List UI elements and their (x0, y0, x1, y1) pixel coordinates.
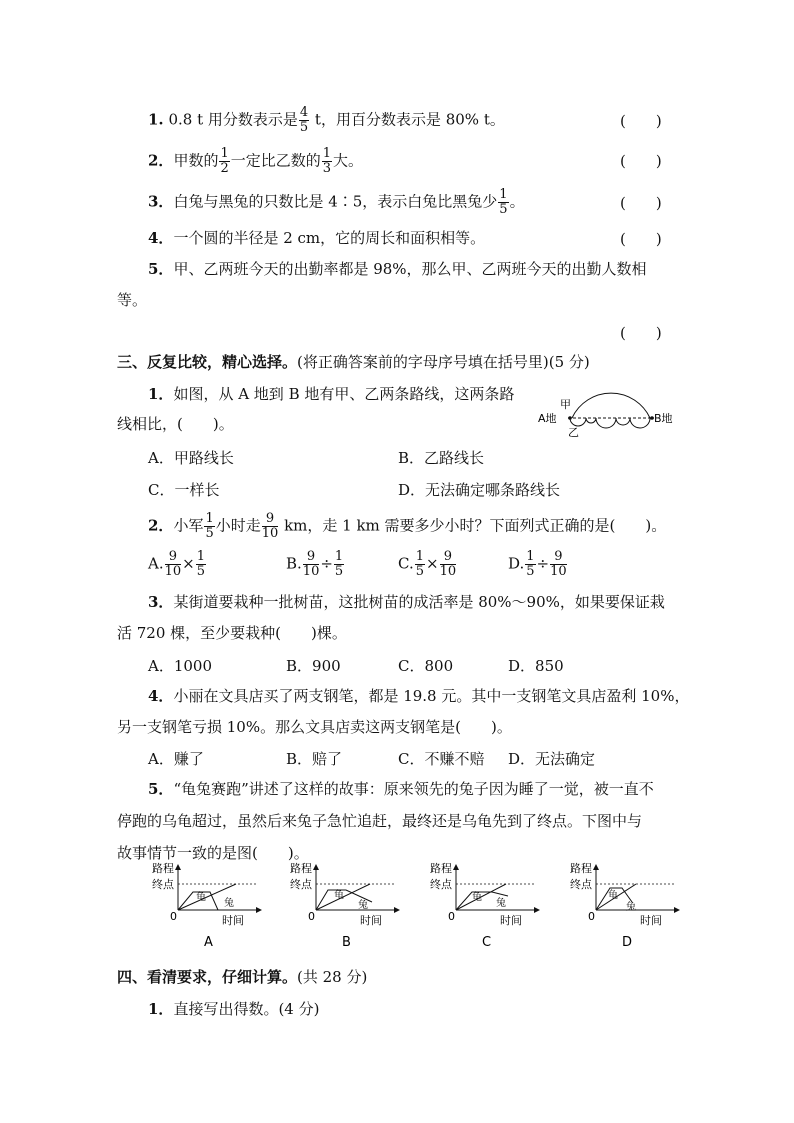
option-b[interactable]: B. $\frac{9}{10}$ ÷ $\frac{1}{5}$ (286, 549, 344, 579)
graph-a[interactable] (148, 862, 268, 956)
yi-label: 乙 (568, 426, 579, 439)
graph-letter: A (204, 935, 213, 950)
finish-label: 终点 (570, 878, 592, 891)
option-d[interactable]: D. $\frac{1}{5}$ ÷ $\frac{9}{10}$ (508, 549, 567, 579)
route-figure (536, 370, 686, 440)
y-arrow (453, 864, 459, 870)
judge-q1 (148, 106, 505, 135)
judge-q2 (148, 147, 363, 176)
graph-c[interactable] (426, 862, 546, 956)
graph-b-svg (286, 862, 406, 952)
y-arrow (593, 864, 599, 870)
answer-paren[interactable]: ( ) (620, 112, 662, 130)
option-b[interactable]: B．乙路线长 (398, 449, 485, 467)
question-text: 甲、乙两班今天的出勤率都是 98%，那么甲、乙两班今天的出勤人数相 (173, 260, 647, 278)
rabbit-label: 兔 (358, 900, 368, 911)
option-c[interactable]: C．800 (398, 657, 454, 675)
origin-label: 0 (170, 910, 177, 923)
question-number: 3． (148, 593, 174, 611)
mc-q3: 3．某街道要栽种一批树苗，这批树苗的成活率是 80%～90%，如果要保证栽 (148, 593, 665, 611)
mc-q5: 5．“龟兔赛跑”讲述了这样的故事：原来领先的兔子因为睡了一觉，被一直不 (148, 780, 654, 798)
fraction: $\frac{1}{5}$ (205, 511, 214, 541)
question-number: 1． (148, 385, 174, 403)
x-arrow (256, 907, 262, 913)
rabbit-label: 兔 (224, 898, 234, 909)
graph-b[interactable] (286, 862, 406, 956)
x-axis-label: 时间 (640, 914, 662, 927)
jia-label: 甲 (560, 398, 571, 411)
mc-q5-cont: 故事情节一致的是图( )。 (117, 844, 309, 862)
x-axis-label: 时间 (360, 914, 382, 927)
question-number: 1． (148, 1000, 174, 1018)
fraction: $\frac{9}{10}$ (261, 511, 279, 541)
x-arrow (674, 907, 680, 913)
answer-paren[interactable]: ( ) (620, 324, 662, 342)
a-label: A地 (538, 412, 557, 425)
fraction: $\frac{4}{5}$ (299, 105, 309, 135)
graph-a-svg (148, 862, 268, 952)
graph-letter: B (342, 935, 351, 950)
turtle-label: 龟 (334, 890, 344, 901)
rabbit-label: 兔 (626, 902, 636, 913)
question-number: 2． (148, 516, 174, 535)
question-number: 4． (148, 687, 174, 705)
question-text: 一个圆的半径是 2 cm，它的周长和面积相等。 (173, 229, 486, 247)
origin-label: 0 (588, 910, 595, 923)
question-text: 一定比乙数的 (230, 151, 321, 170)
answer-paren[interactable]: ( ) (620, 230, 662, 248)
mc-q4-cont: 另一支钢笔亏损 10%。那么文具店卖这两支钢笔是( )。 (117, 718, 512, 736)
finish-label: 终点 (152, 878, 174, 891)
graph-d-svg (566, 862, 686, 952)
y-axis-label: 路程 (570, 862, 592, 875)
question-text: t，用百分数表示是 80% t。 (310, 110, 505, 129)
finish-label: 终点 (430, 878, 452, 891)
option-b[interactable]: B．赔了 (286, 750, 343, 768)
judge-q5-cont: 等。 (117, 291, 148, 309)
question-number: 2． (148, 151, 174, 170)
judge-q3 (148, 188, 525, 217)
answer-paren[interactable]: ( ) (620, 194, 662, 212)
question-text: 大。 (333, 151, 364, 170)
y-arrow (175, 864, 181, 870)
option-a[interactable]: A．赚了 (148, 750, 204, 768)
turtle-label: 龟 (472, 892, 482, 903)
mc-q5-cont: 停跑的乌龟超过，虽然后来兔子急忙追赶，最终还是乌龟先到了终点。下图中与 (117, 812, 643, 830)
option-d[interactable]: D．850 (508, 657, 564, 675)
question-text: 0.8 t 用分数表示是 (168, 110, 298, 129)
question-text: 白兔与黑兔的只数比是 4∶5，表示白兔比黑兔少 (173, 192, 498, 211)
y-axis-label: 路程 (290, 862, 312, 875)
question-number: 3． (148, 192, 174, 211)
option-a[interactable]: A．1000 (148, 657, 213, 675)
origin-label: 0 (308, 910, 315, 923)
b-label: B地 (654, 412, 673, 425)
mc-q1: 1．如图，从 A 地到 B 地有甲、乙两条路线，这两条路 (148, 385, 515, 403)
section-title: 三、反复比较，精心选择。(将正确答案前的字母序号填在括号里)(5 分) (117, 353, 590, 371)
calc-q1: 1．直接写出得数。(4 分) (148, 1000, 320, 1018)
rabbit-label: 兔 (496, 898, 506, 909)
x-axis-label: 时间 (500, 914, 522, 927)
x-arrow (534, 907, 540, 913)
question-number: 5． (148, 780, 174, 798)
option-d[interactable]: D．无法确定 (508, 750, 596, 768)
turtle-label: 龟 (608, 890, 618, 901)
option-c[interactable]: C. $\frac{1}{5}$ × $\frac{9}{10}$ (398, 549, 457, 579)
graph-letter: D (622, 935, 633, 950)
turtle-label: 龟 (196, 892, 206, 903)
question-number: 4． (148, 229, 174, 247)
y-axis-label: 路程 (430, 862, 452, 875)
y-axis-label: 路程 (152, 862, 174, 875)
section-title: 四、看清要求，仔细计算。(共 28 分) (117, 968, 368, 986)
fraction: $\frac{1}{2}$ (220, 146, 229, 176)
option-a[interactable]: A. $\frac{9}{10}$ × $\frac{1}{5}$ (148, 549, 206, 579)
graph-d[interactable] (566, 862, 686, 956)
judge-q4 (148, 228, 485, 248)
y-arrow (313, 864, 319, 870)
question-text: 。 (509, 192, 525, 211)
judge-q5 (148, 259, 647, 279)
graph-c-svg (426, 862, 546, 952)
question-number: 5． (148, 260, 174, 278)
x-arrow (394, 907, 400, 913)
answer-paren[interactable]: ( ) (620, 152, 662, 170)
mc-q4: 4．小丽在文具店买了两支钢笔，都是 19.8 元。其中一支钢笔文具店盈利 10%， (148, 687, 690, 705)
question-number: 1. (148, 110, 164, 129)
graph-letter: C (482, 935, 492, 950)
mc-q2: 2．小军 $\frac{1}{5}$ 小时走 $\frac{9}{10}$ km，走 1 km 需要多少小时？下面列式正确的是( )。 (148, 511, 667, 541)
option-a[interactable]: A．甲路线长 (148, 449, 234, 467)
origin-label: 0 (448, 910, 455, 923)
option-d[interactable]: D．无法确定哪条路线长 (398, 481, 561, 499)
fraction: $\frac{1}{5}$ (499, 187, 508, 217)
question-text: 甲数的 (173, 151, 219, 170)
option-c[interactable]: C．不赚不赔 (398, 750, 485, 768)
fraction: $\frac{1}{3}$ (322, 146, 332, 176)
mc-q1-cont: 线相比，( )。 (117, 415, 234, 433)
option-c[interactable]: C．一样长 (148, 481, 220, 499)
x-axis-label: 时间 (222, 914, 244, 927)
finish-label: 终点 (290, 878, 312, 891)
option-b[interactable]: B．900 (286, 657, 341, 675)
mc-q3-cont: 活 720 棵，至少要栽种( )棵。 (117, 624, 347, 642)
